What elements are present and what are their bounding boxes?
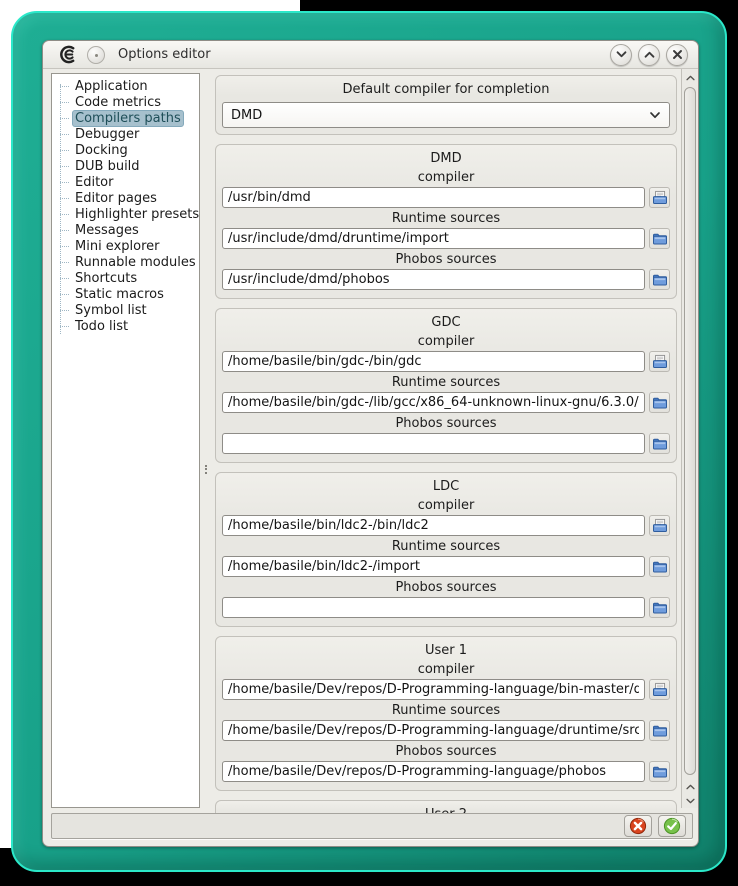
window-frame — [11, 11, 727, 872]
settings-panel — [213, 69, 698, 808]
browse-button[interactable] — [649, 556, 670, 577]
open-file-icon — [652, 190, 668, 206]
sidebar-item-label: Compilers paths — [72, 110, 184, 127]
tree-connector-icon — [60, 310, 69, 311]
maximize-button[interactable] — [638, 44, 660, 66]
default-compiler-select[interactable] — [222, 102, 670, 128]
sidebar-tree — [52, 74, 199, 334]
field-row — [222, 556, 670, 577]
sidebar-item-label: Runnable modules — [75, 254, 196, 270]
scroll-up-button-bottom[interactable] — [683, 780, 698, 793]
field-row — [222, 392, 670, 413]
field-row — [222, 433, 670, 454]
field-label: Runtime sources — [391, 375, 501, 390]
folder-icon — [652, 600, 668, 616]
chevron-up-icon — [644, 51, 655, 58]
browse-button[interactable] — [649, 269, 670, 290]
sidebar-splitter[interactable] — [200, 73, 213, 808]
path-input[interactable] — [222, 351, 645, 372]
sidebar-item-static-macros[interactable] — [52, 286, 199, 302]
sidebar-item-runnable-modules[interactable] — [52, 254, 199, 270]
group-title: DMD — [430, 151, 462, 166]
titlebar[interactable] — [43, 41, 698, 69]
sidebar-item-label: Application — [75, 78, 148, 94]
sidebar-item-label: Messages — [75, 222, 139, 238]
chevron-up-icon — [686, 784, 695, 790]
path-input[interactable] — [222, 392, 645, 413]
sidebar-item-label: Shortcuts — [75, 270, 138, 286]
field-row — [222, 351, 670, 372]
tree-connector-icon — [60, 118, 69, 119]
sidebar-item-label: Static macros — [75, 286, 164, 302]
minimize-button[interactable] — [610, 44, 632, 66]
window-controls — [610, 44, 688, 66]
tree-connector-icon — [60, 102, 69, 103]
path-input[interactable] — [222, 761, 645, 782]
field-row — [222, 515, 670, 536]
compiler-group-gdc — [215, 308, 677, 463]
sidebar-item-label: Code metrics — [75, 94, 162, 110]
field-label: Runtime sources — [391, 211, 501, 226]
open-file-icon — [652, 354, 668, 370]
tree-connector-icon — [60, 166, 69, 167]
browse-button[interactable] — [649, 351, 670, 372]
folder-icon — [652, 395, 668, 411]
field-label: Phobos sources — [395, 580, 497, 595]
sidebar-item-compilers-paths[interactable] — [52, 110, 199, 126]
default-compiler-group — [215, 75, 677, 135]
field-label: compiler — [417, 334, 475, 349]
field-row — [222, 761, 670, 782]
open-file-icon — [652, 682, 668, 698]
sidebar-item-messages[interactable] — [52, 222, 199, 238]
compiler-group-user-1 — [215, 636, 677, 791]
path-input[interactable] — [222, 720, 645, 741]
chevron-up-icon — [686, 75, 695, 81]
chevron-down-icon — [686, 798, 695, 804]
folder-icon — [652, 272, 668, 288]
scroll-up-button[interactable] — [683, 71, 698, 84]
folder-icon — [652, 559, 668, 575]
path-input[interactable] — [222, 556, 645, 577]
sidebar-item-label: Todo list — [75, 318, 129, 334]
options-editor-window — [42, 40, 699, 847]
sidebar-item-label: Highlighter presets — [75, 206, 200, 222]
group-title: LDC — [432, 479, 460, 494]
path-input[interactable] — [222, 433, 645, 454]
compiler-group-dmd — [215, 144, 677, 299]
browse-button[interactable] — [649, 433, 670, 454]
tree-connector-icon — [60, 134, 69, 135]
tree-connector-icon — [60, 262, 69, 263]
sidebar-item-label: Editor pages — [75, 190, 157, 206]
selected-compiler-value: DMD — [231, 107, 263, 123]
folder-icon — [652, 723, 668, 739]
sidebar-item-debugger[interactable] — [52, 126, 199, 142]
sidebar-item-highlighter-presets[interactable] — [52, 206, 199, 222]
chevron-down-icon — [616, 51, 627, 58]
sidebar-item-shortcuts[interactable] — [52, 270, 199, 286]
sidebar-item-label: Debugger — [75, 126, 140, 142]
folder-icon — [652, 436, 668, 452]
sidebar-item-editor-pages[interactable] — [52, 190, 199, 206]
field-label: compiler — [417, 170, 475, 185]
field-row — [222, 228, 670, 249]
field-label: Phobos sources — [395, 252, 497, 267]
field-label: Runtime sources — [391, 539, 501, 554]
browse-button[interactable] — [649, 392, 670, 413]
close-icon — [672, 49, 683, 60]
browse-button[interactable] — [649, 720, 670, 741]
sidebar-item-editor[interactable] — [52, 174, 199, 190]
sidebar — [51, 73, 200, 808]
sidebar-item-label: Mini explorer — [75, 238, 160, 254]
coedit-logo-icon — [56, 45, 78, 65]
tree-connector-icon — [60, 246, 69, 247]
field-label: compiler — [417, 498, 475, 513]
folder-icon — [652, 764, 668, 780]
vertical-scrollbar[interactable] — [681, 69, 698, 808]
field-label: compiler — [417, 662, 475, 677]
path-input[interactable] — [222, 515, 645, 536]
compiler-group-ldc — [215, 472, 677, 627]
sidebar-item-todo-list[interactable] — [52, 318, 199, 334]
field-row — [222, 679, 670, 700]
sidebar-item-dub-build[interactable] — [52, 158, 199, 174]
tree-connector-icon — [60, 230, 69, 231]
ok-icon — [663, 817, 681, 835]
group-title: GDC — [431, 315, 461, 330]
scrollbar-thumb[interactable] — [684, 87, 696, 775]
cancel-icon — [629, 817, 647, 835]
path-input[interactable] — [222, 187, 645, 208]
accept-button[interactable] — [658, 815, 686, 837]
shade-button[interactable] — [87, 46, 105, 64]
tree-connector-icon — [60, 214, 69, 215]
scroll-down-button[interactable] — [683, 794, 698, 807]
path-input[interactable] — [222, 228, 645, 249]
sidebar-item-docking[interactable] — [52, 142, 199, 158]
sidebar-item-mini-explorer[interactable] — [52, 238, 199, 254]
browse-button[interactable] — [649, 515, 670, 536]
field-row — [222, 269, 670, 290]
browse-button[interactable] — [649, 187, 670, 208]
field-row — [222, 720, 670, 741]
folder-icon — [652, 231, 668, 247]
cancel-button[interactable] — [624, 815, 652, 837]
browse-button[interactable] — [649, 228, 670, 249]
field-row — [222, 187, 670, 208]
path-input[interactable] — [222, 679, 645, 700]
footer-bar — [51, 813, 693, 839]
tree-connector-icon — [60, 278, 69, 279]
tree-connector-icon — [60, 150, 69, 151]
browse-button[interactable] — [649, 679, 670, 700]
field-label: Phobos sources — [395, 416, 497, 431]
tree-connector-icon — [60, 294, 69, 295]
field-row — [222, 597, 670, 618]
group-title: User 1 — [424, 643, 468, 658]
open-file-icon — [652, 518, 668, 534]
chevron-down-icon — [649, 111, 661, 119]
sidebar-item-symbol-list[interactable] — [52, 302, 199, 318]
field-label: Phobos sources — [395, 744, 497, 759]
tree-connector-icon — [60, 182, 69, 183]
sidebar-item-code-metrics[interactable] — [52, 94, 199, 110]
browse-button[interactable] — [649, 597, 670, 618]
path-input[interactable] — [222, 269, 645, 290]
window-title: Options editor — [118, 47, 211, 62]
groups-container — [215, 75, 677, 841]
tree-connector-icon — [60, 86, 69, 87]
sidebar-item-label: Editor — [75, 174, 114, 190]
path-input[interactable] — [222, 597, 645, 618]
sidebar-item-application[interactable] — [52, 78, 199, 94]
sidebar-item-label: Symbol list — [75, 302, 147, 318]
tree-connector-icon — [60, 326, 69, 327]
tree-connector-icon — [60, 198, 69, 199]
field-label: Runtime sources — [391, 703, 501, 718]
close-button[interactable] — [666, 44, 688, 66]
browse-button[interactable] — [649, 761, 670, 782]
sidebar-item-label: Docking — [75, 142, 128, 158]
sidebar-item-label: DUB build — [75, 158, 140, 174]
group-title: Default compiler for completion — [342, 82, 550, 97]
